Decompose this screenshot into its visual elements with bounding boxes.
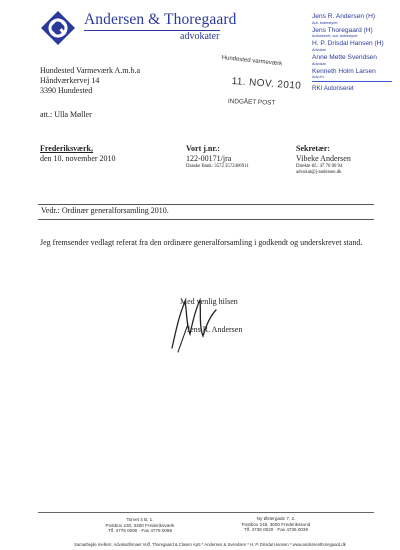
address-line: Postbox 249, 3600 Frederikssund	[241, 521, 311, 527]
footer-divider	[38, 512, 374, 513]
partner-entry	[312, 54, 398, 66]
reference-block	[186, 144, 249, 170]
bank-info: Danske Bank: 3572 3572406911	[186, 164, 249, 169]
place-date-block	[40, 144, 116, 164]
letter-date: den 10. november 2010	[40, 154, 116, 163]
partner-name: Jens R. Andersen (H)	[312, 13, 376, 20]
firm-name: Andersen & Thoregaard	[84, 11, 237, 28]
partner-name: H. P. Drisdal Hansen (H)	[312, 40, 384, 48]
recipient-line: Håndværkervej 14	[40, 75, 100, 85]
address-line: Torvet 4 B, 1.	[126, 517, 154, 522]
partner-divider	[312, 81, 392, 82]
partner-entry	[312, 40, 398, 52]
collaboration-note: Samarbejde mellem: Advokatfirmaet Vuff, Thoregaard & Clasen ApS * Andersen & Svendsen * H. P. Drisdal Hansen * www.andersenthoregaard.dk	[74, 542, 346, 547]
subject-bar	[38, 204, 374, 220]
reference-value: 122-00171/jra	[186, 154, 232, 163]
partner-name: Jens Thoregaard (H)	[312, 26, 373, 34]
recipient-address	[40, 66, 140, 95]
address-line: Ny Østergade 7, 2.	[256, 516, 296, 521]
firm-subtitle: advokater	[180, 31, 220, 42]
secretary-label: Sekretær:	[296, 144, 331, 153]
stamp-received: INDGÅET POST	[227, 98, 276, 107]
address-line: Postbox 230, 3300 Frederiksværk	[105, 522, 175, 528]
partner-name: Kenneth Holm Larsen	[312, 67, 376, 75]
recipient-line: 3390 Hundested	[40, 85, 93, 95]
secretary-block	[296, 144, 351, 176]
closing-greeting: Med venlig hilsen	[180, 297, 238, 306]
direct-phone: Direkte tlf.: 47 76 00 94	[296, 164, 343, 169]
rki-label: RKI Autoriseret	[312, 85, 354, 93]
address-line: Tlf. 4778 0090 · Fax 4778 0096	[107, 528, 173, 534]
place-label: Frederiksværk,	[40, 144, 93, 153]
letter-body: Jeg fremsender vedlagt referat fra den ordinære generalforsamling i godkendt og underskrevet stand.	[40, 238, 363, 247]
subject-line: Vedr.: Ordinær generalforsamling 2010.	[41, 206, 169, 215]
partner-role: Adv./m.	[312, 75, 325, 80]
partner-entry	[312, 13, 398, 25]
partner-role: Advokat	[312, 47, 326, 52]
attention-line: att.: Ulla Møller	[40, 110, 92, 119]
diamond-logo-icon	[40, 10, 76, 46]
office-address-frederikssund	[234, 516, 318, 533]
stamp-date: 11. NOV. 2010	[231, 76, 302, 92]
office-address-frederiksvaerk	[100, 517, 180, 534]
recipient-line: Hundested Varmeværk A.m.b.a	[40, 66, 141, 75]
partner-entry	[312, 27, 398, 39]
partner-name: Anne Mette Svendsen	[312, 54, 377, 62]
secretary-name: Vibeke Andersen	[296, 154, 351, 163]
partner-entry	[312, 68, 398, 80]
address-line: Tlf. 4736 0020 · Fax 4736 0039	[243, 527, 309, 533]
signer-name: Jens R. Andersen	[187, 325, 243, 334]
partner-role: Advokat	[312, 61, 326, 66]
partner-list	[312, 13, 398, 92]
stamp-sender: Hundested varmeværk	[221, 55, 283, 68]
partner-role: Autoriseret, aut. bobestyrer	[312, 34, 358, 39]
reference-label: Vort j.nr.:	[186, 144, 220, 153]
partner-role: Aut. bobestyrer	[312, 20, 338, 25]
email-address: advokat@j-andersen.dk	[296, 170, 342, 175]
